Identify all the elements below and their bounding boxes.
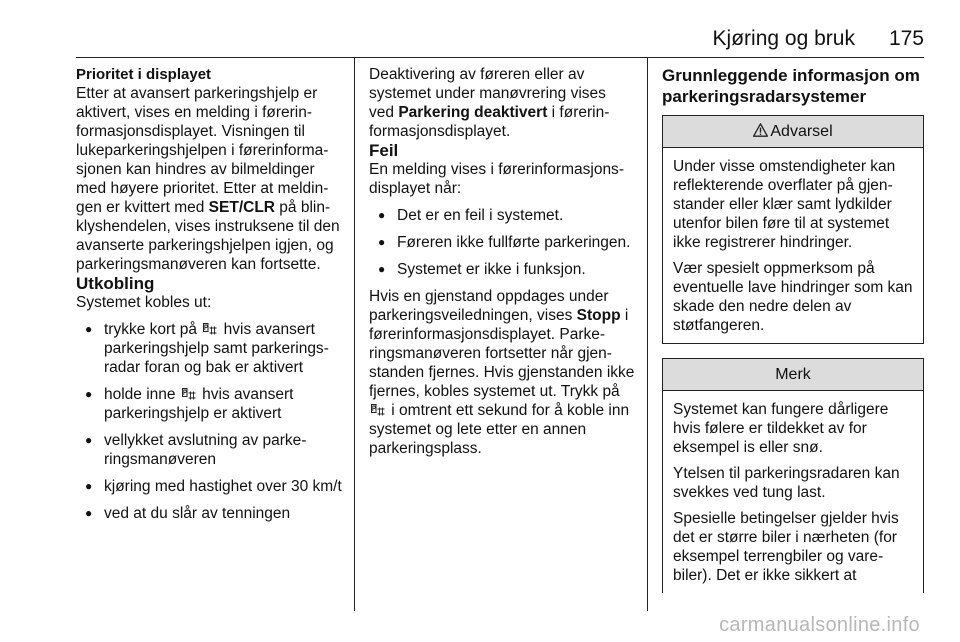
warning-box-header bbox=[663, 116, 923, 148]
deactivation-text-2: i førerinformasjonsdisplayet. bbox=[369, 104, 610, 140]
priority-text-1: Etter at avansert parkeringshjelp er aktivert, vises en melding i førerinformasjonsdisplayet. Visningen til lukeparkeringshjelpen i førerinformasjonen kan hindres av bilmeldinger med høyere prioritet. Etter at meldingen er kvittert med bbox=[76, 85, 329, 216]
list-item bbox=[76, 385, 348, 423]
list-item: ● Systemet er ikke i funksjon. bbox=[369, 260, 635, 279]
disengage-list bbox=[76, 320, 348, 523]
list-item: ● Det er en feil i systemet. bbox=[369, 206, 635, 225]
disengage-intro: Systemet kobles ut: bbox=[76, 294, 212, 311]
column-1 bbox=[76, 65, 348, 523]
column-divider-2 bbox=[647, 58, 648, 611]
list-item-text: hvis avansert parkeringshjelp er aktivert bbox=[104, 386, 294, 422]
stop-text-1: Hvis en gjenstand oppdages under parkeringsveiledningen, vises bbox=[369, 288, 609, 324]
warning-text-2: Vær spesielt oppmerksom på eventuelle lave hindringer som kan skade den nedre delen av støtfangeren. bbox=[673, 260, 913, 334]
disengage-heading: Utkobling bbox=[76, 274, 155, 293]
list-item: ● Føreren ikke fullførte parkeringen. bbox=[369, 233, 635, 252]
column-3 bbox=[662, 65, 924, 593]
priority-paragraph bbox=[76, 84, 348, 274]
stop-label: Stopp bbox=[576, 307, 621, 324]
column-divider-1 bbox=[354, 58, 355, 611]
parking-deactivated-label: Parkering deaktivert bbox=[398, 104, 548, 121]
warning-box bbox=[662, 115, 924, 344]
parking-assist-button-icon bbox=[182, 388, 196, 401]
list-item-text: trykke kort på bbox=[104, 321, 202, 338]
chapter-title: Kjøring og bruk bbox=[712, 27, 855, 50]
deactivation-paragraph bbox=[369, 65, 635, 141]
stop-paragraph bbox=[369, 287, 635, 458]
header-rule bbox=[76, 57, 924, 58]
list-item: ● ved at du slår av tenningen bbox=[76, 504, 348, 523]
watermark: carmanualsonline.info bbox=[719, 614, 920, 636]
list-item: ● kjøring med hastighet over 30 km/t bbox=[76, 477, 348, 496]
list-item bbox=[76, 320, 348, 377]
warning-text-1: Under visse omstendigheter kan reflekterende overflater på gjenstander eller klær samt lydkilder utenfor bilen føre til at systemet ikke registrerer hindringer. bbox=[673, 158, 896, 251]
note-box-body bbox=[663, 391, 923, 593]
list-item-text: holde inne bbox=[104, 386, 180, 403]
note-box bbox=[662, 358, 924, 593]
note-box-header bbox=[663, 359, 923, 391]
priority-text-2: på blinklyshendelen, vises instruksene til den avanserte parkeringshjelpen igjen, og parkeringsmanøveren kan fortsette. bbox=[76, 199, 340, 273]
parking-assist-button-icon bbox=[203, 323, 217, 336]
parking-assist-button-icon bbox=[371, 404, 385, 417]
note-text-1: Systemet kan fungere dårligere hvis følere er tildekket av for eksempel is eller snø. bbox=[673, 401, 889, 456]
column-2 bbox=[369, 65, 635, 458]
page-number: 175 bbox=[888, 27, 924, 50]
fault-heading: Feil bbox=[369, 141, 399, 160]
page-header bbox=[713, 27, 924, 51]
priority-heading: Prioritet i displayet bbox=[76, 66, 212, 83]
note-title: Merk bbox=[775, 366, 811, 383]
stop-text-3: i omtrent ett sekund for å koble inn systemet og lete etter en annen parkeringsplass. bbox=[369, 402, 630, 457]
warning-triangle-icon bbox=[753, 123, 768, 137]
fault-list bbox=[369, 206, 635, 279]
set-clr-label: SET/CLR bbox=[208, 199, 275, 216]
list-item-text: hvis avansert parkeringshjelp samt parkeringsradar foran og bak er aktivert bbox=[104, 321, 329, 376]
deactivation-text-1: Deaktivering av føreren eller av systemet under manøvrering vises ved bbox=[369, 66, 606, 121]
warning-box-body bbox=[663, 148, 923, 343]
warning-title: Advarsel bbox=[770, 123, 833, 140]
basics-heading: Grunnleggende informasjon om parkeringsradarsystemer bbox=[662, 66, 920, 106]
note-text-2: Ytelsen til parkeringsradaren kan svekkes ved tung last. bbox=[673, 465, 900, 501]
list-item: ● vellykket avslutning av parkeringsmanøveren bbox=[76, 431, 348, 469]
stop-text-2: i førerinformasjonsdisplayet. Parkeringsmanøveren fortsetter når gjenstanden fjernes. Hvis gjenstanden ikke fjernes, kobles systemet ut. Trykk på bbox=[369, 307, 635, 400]
fault-intro: En melding vises i førerinformasjonsdisplayet når: bbox=[369, 161, 624, 197]
note-text-3: Spesielle betingelser gjelder hvis det er større biler i nærheten (for eksempel terrengbiler og varebiler). Det er ikke sikkert at bbox=[673, 510, 899, 584]
